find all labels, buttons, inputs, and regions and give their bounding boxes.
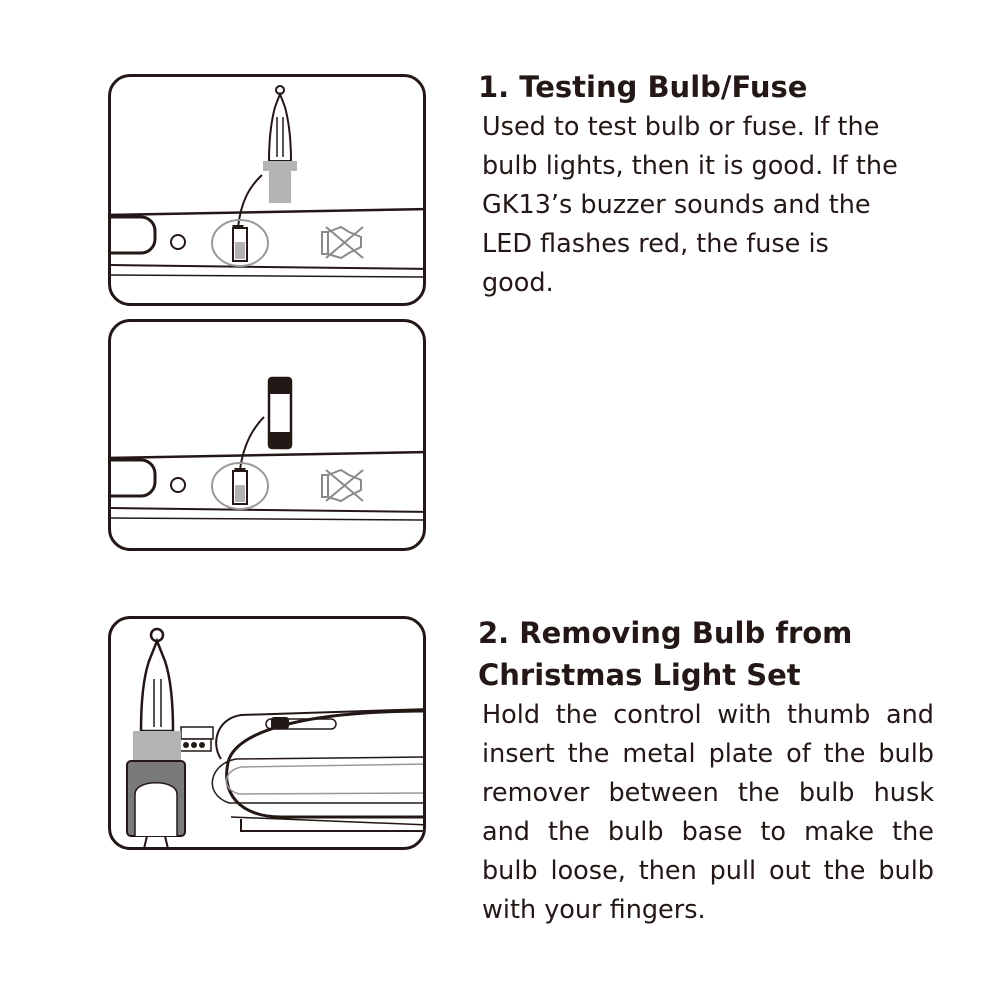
fuse-icon [269, 378, 291, 448]
mute-speaker-icon [322, 227, 363, 258]
section-description: Used to test bulb or fuse. If the bulb lights, then it is good. If the GK13’s buzzer sounds and the LED flashes red, the fuse is good. [482, 112, 898, 298]
section-removing [478, 612, 948, 930]
bulb-icon [127, 629, 185, 850]
fuse-test-illustration [108, 319, 426, 551]
bulb-icon [263, 86, 297, 203]
section-description: Hold the control with thumb and insert the metal plate of the bulb remover between the bulb husk and the bulb base to make the bulb loose, then pull out the bulb with your fingers. [482, 700, 934, 925]
section-testing [478, 66, 948, 303]
bulb-test-illustration [108, 74, 426, 306]
bulb-removal-illustration [108, 616, 426, 850]
insert-arrow-icon [240, 417, 264, 470]
tester-device [111, 209, 426, 277]
section-title: 2. Removing Bulb from Christmas Light Set [478, 616, 853, 692]
tester-device [111, 452, 426, 520]
mute-speaker-icon [322, 470, 363, 501]
section-title: 1. Testing Bulb/Fuse [478, 70, 808, 104]
tester-device [176, 709, 426, 831]
